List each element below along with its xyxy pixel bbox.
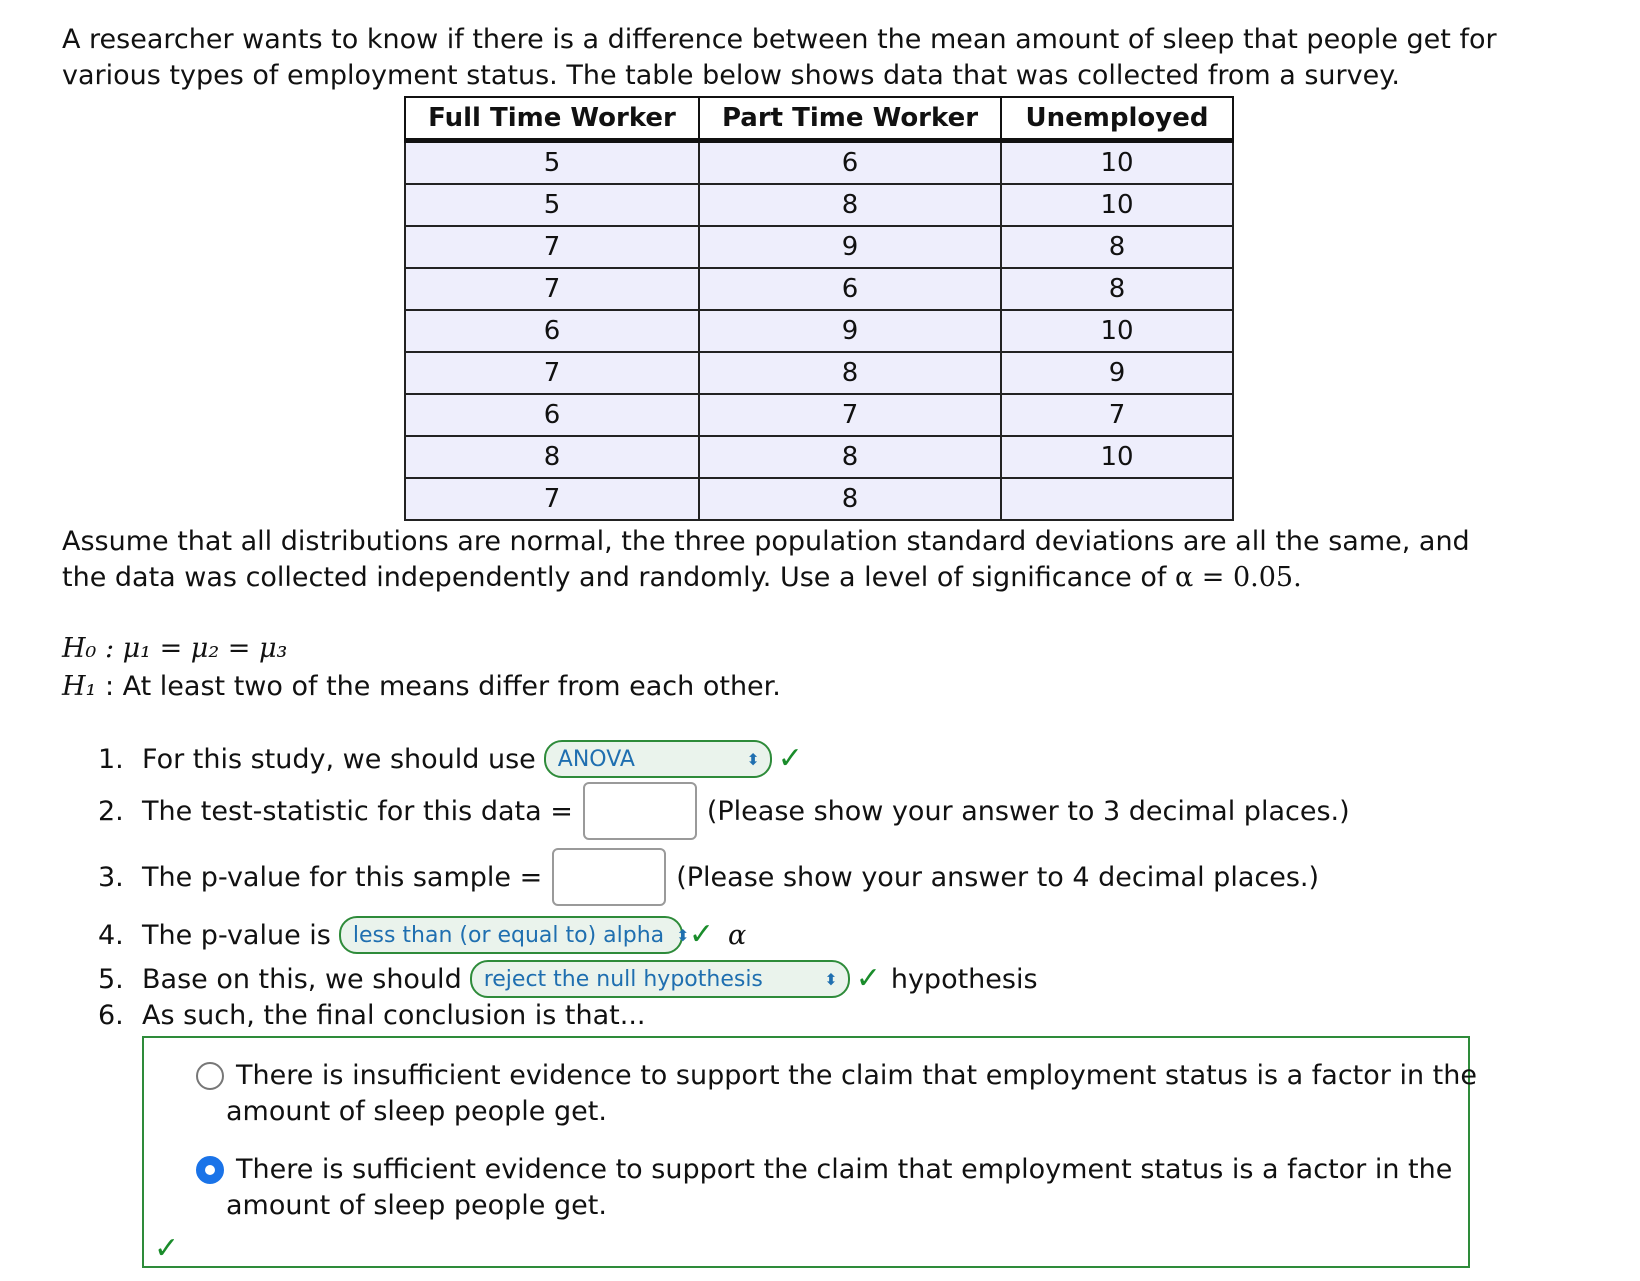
question-1 <box>98 740 803 778</box>
cell: 8 <box>405 436 699 478</box>
problem-intro <box>62 22 1562 94</box>
radio-button-selected[interactable] <box>196 1156 224 1184</box>
question-hint: (Please show your answer to 4 decimal places.) <box>676 861 1320 893</box>
up-down-chevron-icon: ⬍ <box>676 925 690 945</box>
cell: 8 <box>699 436 1001 478</box>
assume-line-1: Assume that all distributions are normal, the three population standard deviations are all the same, and <box>62 526 1470 557</box>
sleep-data-table <box>404 96 1234 521</box>
cell: 8 <box>1001 226 1233 268</box>
cell: 7 <box>405 478 699 520</box>
cell: 9 <box>699 226 1001 268</box>
cell: 7 <box>405 352 699 394</box>
cell: 5 <box>405 184 699 226</box>
select-value: ANOVA <box>557 746 635 772</box>
intro-line-2: various types of employment status. The table below shows data that was collected from a survey. <box>62 60 1400 91</box>
question-number: 6. <box>98 1000 124 1031</box>
question-number: 1. <box>98 743 124 775</box>
question-5 <box>98 960 1038 998</box>
table-row <box>405 310 1233 352</box>
question-text: The p-value is <box>142 919 331 951</box>
cell: 10 <box>1001 310 1233 352</box>
table-row <box>405 141 1233 185</box>
table-row <box>405 268 1233 310</box>
alt-hypothesis-text: : At least two of the means differ from each other. <box>96 671 781 702</box>
cell: 10 <box>1001 141 1233 185</box>
question-text: The test-statistic for this data = <box>142 795 573 827</box>
cell: 5 <box>405 141 699 185</box>
table-row <box>405 184 1233 226</box>
question-text: The p-value for this sample = <box>142 861 543 893</box>
table-row <box>405 478 1233 520</box>
option-text-line-1: There is insufficient evidence to support the claim that employment status is a factor in the <box>236 1060 1477 1091</box>
cell: 8 <box>699 352 1001 394</box>
option-text-line-1: There is sufficient evidence to support the claim that employment status is a factor in the <box>236 1154 1453 1185</box>
null-hypothesis: H₀ : μ₁ = μ₂ = μ₃ <box>62 633 288 664</box>
cell: 8 <box>699 478 1001 520</box>
cell: 9 <box>1001 352 1233 394</box>
cell: 7 <box>405 268 699 310</box>
header-unemployed: Unemployed <box>1001 97 1233 141</box>
cell: 8 <box>699 184 1001 226</box>
hypothesis-word: hypothesis <box>890 963 1038 995</box>
option-text-line-2: amount of sleep people get. <box>226 1096 607 1127</box>
test-type-select[interactable] <box>544 740 772 778</box>
header-full-time: Full Time Worker <box>405 97 699 141</box>
question-number: 5. <box>98 963 124 995</box>
intro-line-1: A researcher wants to know if there is a difference between the mean amount of sleep that people get for <box>62 24 1497 55</box>
table-row <box>405 352 1233 394</box>
cell: 10 <box>1001 436 1233 478</box>
p-value-input[interactable] <box>552 848 666 906</box>
check-icon: ✓ <box>855 961 881 996</box>
check-icon: ✓ <box>688 917 714 952</box>
question-6 <box>98 1000 646 1031</box>
header-part-time: Part Time Worker <box>699 97 1001 141</box>
question-text: As such, the final conclusion is that... <box>142 1000 646 1031</box>
check-icon: ✓ <box>154 1231 180 1266</box>
conclusion-answer-box <box>142 1036 1477 1268</box>
cell <box>1001 478 1233 520</box>
question-3 <box>98 848 1319 906</box>
alpha-value: α = 0.05. <box>1174 562 1302 593</box>
cell: 6 <box>405 310 699 352</box>
question-number: 2. <box>98 795 124 827</box>
option-text-line-2: amount of sleep people get. <box>226 1190 607 1221</box>
table-row <box>405 394 1233 436</box>
cell: 6 <box>405 394 699 436</box>
cell: 6 <box>699 268 1001 310</box>
cell: 7 <box>1001 394 1233 436</box>
check-icon: ✓ <box>777 741 803 776</box>
question-text: Base on this, we should <box>142 963 462 995</box>
assumptions <box>62 524 1562 596</box>
up-down-chevron-icon: ⬍ <box>746 749 760 769</box>
question-number: 3. <box>98 861 124 893</box>
decision-select[interactable] <box>470 960 850 998</box>
table-row <box>405 436 1233 478</box>
conclusion-option-2[interactable] <box>196 1152 1453 1224</box>
table-row <box>405 226 1233 268</box>
alt-hypothesis-label: H₁ <box>62 671 97 702</box>
cell: 8 <box>1001 268 1233 310</box>
question-4 <box>98 916 746 954</box>
question-2 <box>98 782 1350 840</box>
cell: 10 <box>1001 184 1233 226</box>
cell: 7 <box>405 226 699 268</box>
assume-line-2-text: the data was collected independently and randomly. Use a level of significance of <box>62 562 1175 593</box>
select-value: reject the null hypothesis <box>483 966 763 992</box>
up-down-chevron-icon: ⬍ <box>824 969 838 989</box>
question-number: 4. <box>98 919 124 951</box>
question-hint: (Please show your answer to 3 decimal places.) <box>706 795 1350 827</box>
question-text: For this study, we should use <box>142 743 536 775</box>
cell: 9 <box>699 310 1001 352</box>
p-value-comparison-select[interactable] <box>339 916 690 954</box>
cell: 7 <box>699 394 1001 436</box>
assume-line-2 <box>62 560 1562 596</box>
select-value: less than (or equal to) alpha <box>352 922 665 948</box>
table-header-row <box>405 97 1233 141</box>
hypotheses <box>62 630 781 706</box>
alt-hypothesis <box>62 668 781 706</box>
radio-button[interactable] <box>196 1062 224 1090</box>
cell: 6 <box>699 141 1001 185</box>
alpha-symbol: α <box>728 919 747 951</box>
test-statistic-input[interactable] <box>583 782 697 840</box>
conclusion-option-1[interactable] <box>196 1058 1477 1130</box>
